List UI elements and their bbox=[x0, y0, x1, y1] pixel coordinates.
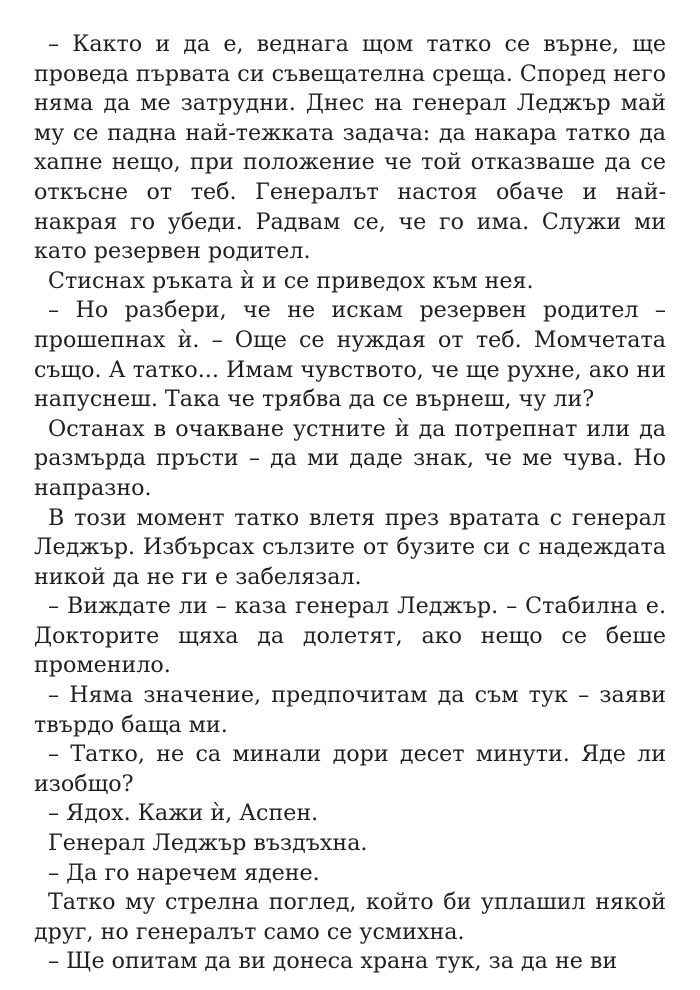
paragraph: – Както и да е, веднага щом татко се върне, ще проведа първата си съвещателна среща. Според него няма да ме затрудни. Днес на генерал Леджър май му се падна най-тежката задача: да накара татко да хапне нещо, при положение че той отказваше да се откъсне от теб. Генералът настоя обаче и най-накрая го убеди. Радвам се, че го има. Служи ми като резервен родител. bbox=[34, 31, 666, 265]
paragraph: – Но разбери, че не искам резервен родител – прошепнах ѝ. – Още се нуждая от теб. Момчетата също. А татко... Имам чувството, че ще рухне, ако ни напуснеш. Така че трябва да се върнеш, чу ли? bbox=[34, 297, 666, 413]
paragraph: – Виждате ли – каза генерал Леджър. – Стабилна е. Докторите щяха да долетят, ако нещо се беше променило. bbox=[34, 593, 666, 679]
paragraph: В този момент татко влетя през вратата с генерал Леджър. Избърсах сълзите от бузите си с надеждата никой да не ги е забелязал. bbox=[34, 504, 666, 590]
paragraph: – Ще опитам да ви донеса храна тук, за да не ви bbox=[48, 948, 618, 975]
paragraph: Генерал Леджър въздъхна. bbox=[48, 830, 368, 857]
paragraph: – Няма значение, предпочитам да съм тук – заяви твърдо баща ми. bbox=[34, 682, 666, 738]
paragraph: – Да го наречем ядене. bbox=[48, 859, 320, 886]
book-page bbox=[34, 30, 666, 977]
paragraph: – Ядох. Кажи ѝ, Аспен. bbox=[48, 800, 319, 827]
paragraph: Татко му стрелна поглед, който би уплашил някой друг, но генералът само се усмихна. bbox=[34, 889, 666, 945]
paragraph: – Татко, не са минали дори десет минути. Яде ли изобщо? bbox=[34, 741, 666, 797]
paragraph: Останах в очакване устните ѝ да потрепнат или да размърда пръсти – да ми даде знак, че ме чува. Но напразно. bbox=[34, 415, 666, 501]
paragraph: Стиснах ръката ѝ и се приведох към нея. bbox=[48, 267, 534, 294]
